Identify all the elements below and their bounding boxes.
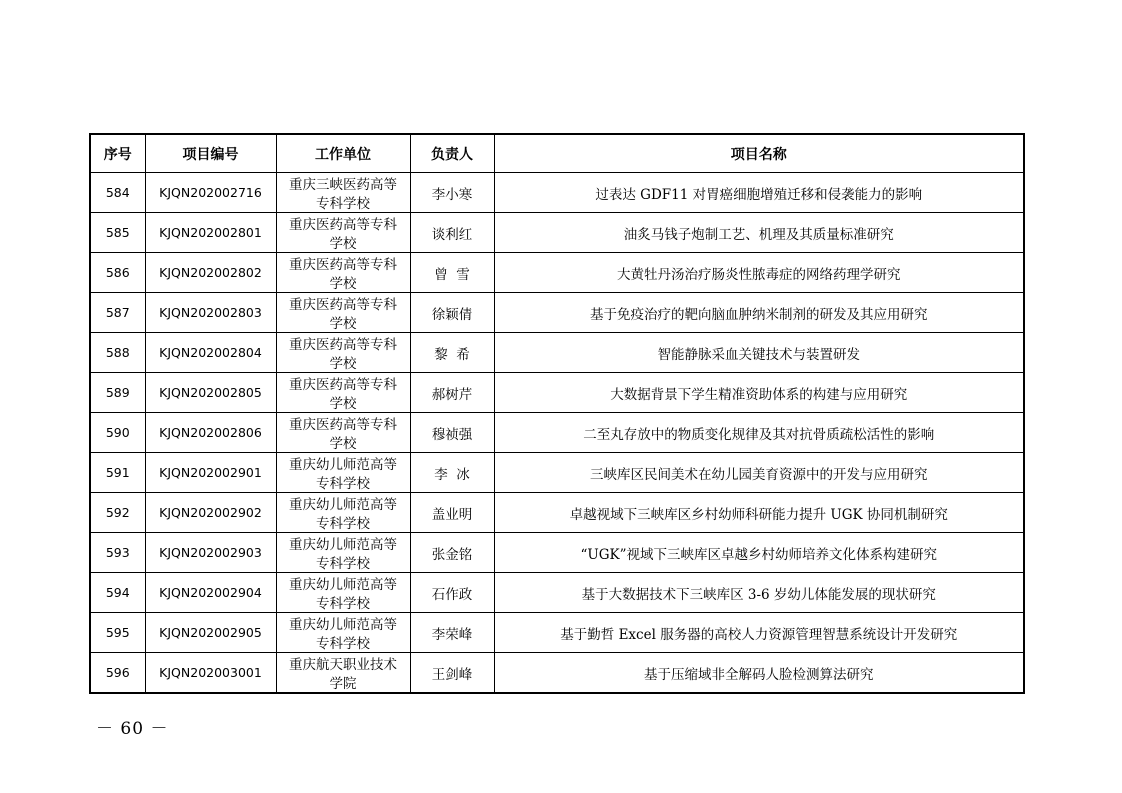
table-row bbox=[90, 453, 1024, 493]
row-index: 590 bbox=[90, 413, 145, 453]
row-project-code: KJQN202002802 bbox=[145, 253, 276, 293]
row-leader: 徐颖倩 bbox=[410, 293, 494, 333]
row-work-unit-text: 重庆医药高等专科学校 bbox=[289, 376, 397, 412]
row-index: 595 bbox=[90, 613, 145, 653]
row-leader: 李 冰 bbox=[410, 453, 494, 493]
row-work-unit bbox=[276, 573, 410, 613]
page-number: － 60 － bbox=[96, 719, 169, 739]
table-row bbox=[90, 373, 1024, 413]
row-work-unit bbox=[276, 213, 410, 253]
row-work-unit-text: 重庆航天职业技术学院 bbox=[289, 656, 397, 692]
table-row bbox=[90, 493, 1024, 533]
row-project-code: KJQN202002905 bbox=[145, 613, 276, 653]
row-project-name: 基于大数据技术下三峡库区 3-6 岁幼儿体能发展的现状研究 bbox=[494, 573, 1024, 613]
row-leader: 王剑峰 bbox=[410, 653, 494, 694]
row-index: 589 bbox=[90, 373, 145, 413]
row-work-unit bbox=[276, 373, 410, 413]
row-work-unit-text: 重庆幼儿师范高等专科学校 bbox=[289, 616, 397, 652]
row-project-code: KJQN202002902 bbox=[145, 493, 276, 533]
row-project-name: 油炙马钱子炮制工艺、机理及其质量标准研究 bbox=[494, 213, 1024, 253]
table-row bbox=[90, 533, 1024, 573]
table-row bbox=[90, 573, 1024, 613]
row-index: 584 bbox=[90, 173, 145, 213]
row-work-unit bbox=[276, 613, 410, 653]
row-work-unit bbox=[276, 253, 410, 293]
row-leader: 曾 雪 bbox=[410, 253, 494, 293]
row-index: 596 bbox=[90, 653, 145, 694]
table-row bbox=[90, 173, 1024, 213]
row-work-unit bbox=[276, 533, 410, 573]
row-leader: 谈利红 bbox=[410, 213, 494, 253]
table-body bbox=[90, 173, 1024, 694]
row-index: 593 bbox=[90, 533, 145, 573]
row-index: 586 bbox=[90, 253, 145, 293]
row-project-name: 基于压缩域非全解码人脸检测算法研究 bbox=[494, 653, 1024, 694]
row-project-code: KJQN202002904 bbox=[145, 573, 276, 613]
row-project-name: 大数据背景下学生精准资助体系的构建与应用研究 bbox=[494, 373, 1024, 413]
row-work-unit-text: 重庆幼儿师范高等专科学校 bbox=[289, 536, 397, 572]
header-work-unit: 工作单位 bbox=[276, 134, 410, 173]
row-project-name: 大黄牡丹汤治疗肠炎性脓毒症的网络药理学研究 bbox=[494, 253, 1024, 293]
row-project-code: KJQN202002804 bbox=[145, 333, 276, 373]
row-index: 587 bbox=[90, 293, 145, 333]
row-work-unit-text: 重庆医药高等专科学校 bbox=[289, 416, 397, 452]
table-row bbox=[90, 213, 1024, 253]
table-row bbox=[90, 293, 1024, 333]
row-leader: 穆祯强 bbox=[410, 413, 494, 453]
header-project-name: 项目名称 bbox=[494, 134, 1024, 173]
row-work-unit-text: 重庆幼儿师范高等专科学校 bbox=[289, 496, 397, 532]
row-index: 592 bbox=[90, 493, 145, 533]
project-table-container bbox=[89, 133, 1023, 694]
row-work-unit bbox=[276, 293, 410, 333]
row-index: 585 bbox=[90, 213, 145, 253]
row-leader: 黎 希 bbox=[410, 333, 494, 373]
header-project-code: 项目编号 bbox=[145, 134, 276, 173]
row-leader: 李荣峰 bbox=[410, 613, 494, 653]
row-project-code: KJQN202002803 bbox=[145, 293, 276, 333]
table-row bbox=[90, 333, 1024, 373]
table-row bbox=[90, 653, 1024, 694]
row-work-unit-text: 重庆医药高等专科学校 bbox=[289, 336, 397, 372]
table-row bbox=[90, 613, 1024, 653]
project-table bbox=[89, 133, 1025, 694]
row-work-unit-text: 重庆三峡医药高等专科学校 bbox=[289, 176, 397, 212]
row-index: 591 bbox=[90, 453, 145, 493]
row-work-unit bbox=[276, 413, 410, 453]
row-project-name: 基于勤哲 Excel 服务器的高校人力资源管理智慧系统设计开发研究 bbox=[494, 613, 1024, 653]
row-leader: 李小寒 bbox=[410, 173, 494, 213]
table-header-row bbox=[90, 134, 1024, 173]
row-project-code: KJQN202002805 bbox=[145, 373, 276, 413]
row-work-unit-text: 重庆幼儿师范高等专科学校 bbox=[289, 576, 397, 612]
row-project-name: 过表达 GDF11 对胃癌细胞增殖迁移和侵袭能力的影响 bbox=[494, 173, 1024, 213]
row-project-code: KJQN202002903 bbox=[145, 533, 276, 573]
table-row bbox=[90, 253, 1024, 293]
header-index: 序号 bbox=[90, 134, 145, 173]
row-work-unit bbox=[276, 493, 410, 533]
row-project-code: KJQN202002801 bbox=[145, 213, 276, 253]
row-work-unit bbox=[276, 173, 410, 213]
row-leader: 盖业明 bbox=[410, 493, 494, 533]
row-project-name: 三峡库区民间美术在幼儿园美育资源中的开发与应用研究 bbox=[494, 453, 1024, 493]
row-leader: 郝树芹 bbox=[410, 373, 494, 413]
row-work-unit bbox=[276, 653, 410, 694]
row-project-code: KJQN202002901 bbox=[145, 453, 276, 493]
row-work-unit bbox=[276, 453, 410, 493]
row-work-unit-text: 重庆医药高等专科学校 bbox=[289, 256, 397, 292]
row-project-code: KJQN202002806 bbox=[145, 413, 276, 453]
row-work-unit-text: 重庆医药高等专科学校 bbox=[289, 296, 397, 332]
row-index: 588 bbox=[90, 333, 145, 373]
row-index: 594 bbox=[90, 573, 145, 613]
table-row bbox=[90, 413, 1024, 453]
row-project-name: “UGK”视域下三峡库区卓越乡村幼师培养文化体系构建研究 bbox=[494, 533, 1024, 573]
row-work-unit bbox=[276, 333, 410, 373]
row-work-unit-text: 重庆医药高等专科学校 bbox=[289, 216, 397, 252]
row-leader: 张金铭 bbox=[410, 533, 494, 573]
row-project-name: 卓越视域下三峡库区乡村幼师科研能力提升 UGK 协同机制研究 bbox=[494, 493, 1024, 533]
row-project-name: 基于免疫治疗的靶向脑血肿纳米制剂的研发及其应用研究 bbox=[494, 293, 1024, 333]
row-project-code: KJQN202002716 bbox=[145, 173, 276, 213]
row-project-code: KJQN202003001 bbox=[145, 653, 276, 694]
row-leader: 石作政 bbox=[410, 573, 494, 613]
row-project-name: 智能静脉采血关键技术与装置研发 bbox=[494, 333, 1024, 373]
row-project-name: 二至丸存放中的物质变化规律及其对抗骨质疏松活性的影响 bbox=[494, 413, 1024, 453]
row-work-unit-text: 重庆幼儿师范高等专科学校 bbox=[289, 456, 397, 492]
header-leader: 负责人 bbox=[410, 134, 494, 173]
